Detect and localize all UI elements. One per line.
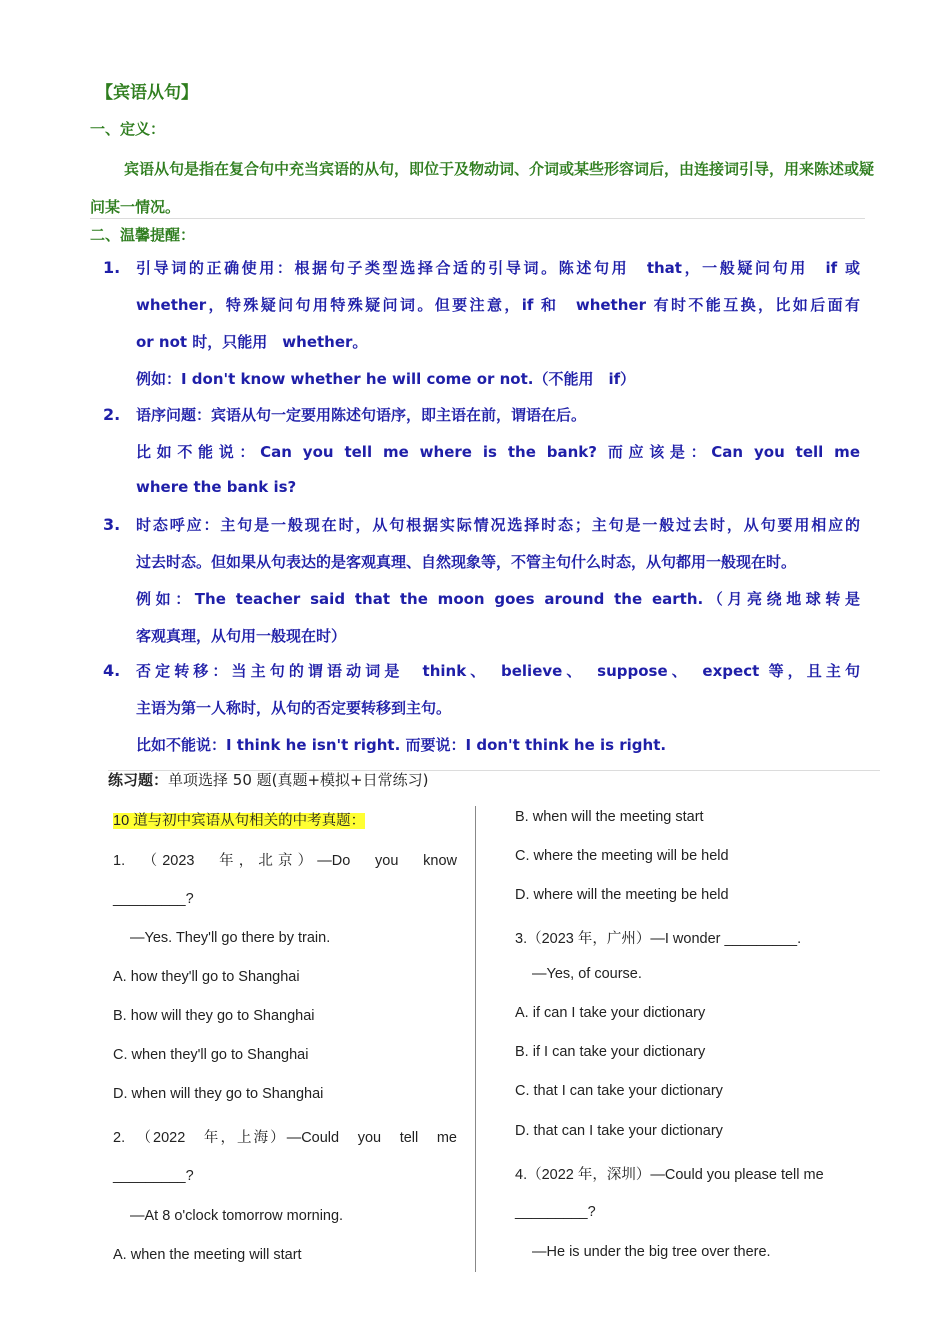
tip-line: where the bank is? <box>136 478 297 496</box>
column-divider <box>475 806 476 1272</box>
question-3-stem: 3.（2023 年，广州）—I wonder _________. <box>515 931 802 947</box>
question-1-reply: —Yes. They'll go there by train. <box>130 930 331 946</box>
tip-number: 4. <box>103 661 121 680</box>
question-2-option[interactable]: D. where will the meeting be held <box>515 887 729 903</box>
question-4-reply: —He is under the big tree over there. <box>532 1244 771 1260</box>
tip-line: 语序问题：宾语从句一定要用陈述句语序，即主语在前，谓语在后。 <box>136 406 587 424</box>
tip-line: 过去时态。但如果从句表达的是客观真理、自然现象等，不管主句什么时态，从句都用一般现在时。 <box>136 553 797 571</box>
question-3-option[interactable]: A. if can I take your dictionary <box>515 1005 706 1021</box>
tip-example: 例如：The teacher said that the moon goes around the earth.（月亮绕地球转是 <box>136 590 860 608</box>
question-3-option[interactable]: D. that can I take your dictionary <box>515 1123 723 1139</box>
question-2-option[interactable]: C. where the meeting will be held <box>515 848 729 864</box>
tip-example: 比如不能说：Can you tell me where is the bank? 而应该是：Can you tell me <box>136 443 860 461</box>
practice-header <box>108 769 428 790</box>
page-title: 【宾语从句】 <box>96 83 198 103</box>
question-3-option[interactable]: B. if I can take your dictionary <box>515 1044 706 1060</box>
question-2-reply: —At 8 o'clock tomorrow morning. <box>130 1208 344 1224</box>
practice-desc: 单项选择 50 题(真题+模拟+日常练习) <box>168 771 429 789</box>
question-1-option[interactable]: C. when they'll go to Shanghai <box>113 1047 309 1063</box>
question-1-stem: 1. （2023 年，北京）—Do you know <box>113 853 457 869</box>
tip-line: or not 时，只能用 whether。 <box>136 333 368 351</box>
question-4-blank: _________? <box>515 1204 596 1220</box>
tip-line: 时态呼应：主句是一般现在时，从句根据实际情况选择时态；主句是一般过去时，从句要用相应的 <box>136 516 860 534</box>
question-1-option[interactable]: B. how will they go to Shanghai <box>113 1008 315 1024</box>
tip-number: 2. <box>103 405 121 424</box>
tip-line: 否定转移：当主句的谓语动词是 think、 believe、 suppose、 expect 等，且主句 <box>136 662 860 680</box>
divider-line <box>108 770 880 771</box>
question-1-option[interactable]: D. when will they go to Shanghai <box>113 1086 324 1102</box>
question-1-blank: _________? <box>113 891 194 907</box>
question-2-stem: 2. （2022 年，上海）—Could you tell me <box>113 1130 457 1146</box>
tip-line: 客观真理，从句用一般现在时） <box>136 627 347 645</box>
section-definition-title: 一、定义： <box>90 120 166 138</box>
exam-questions-heading <box>113 809 365 830</box>
section-definition-body: 宾语从句是指在复合句中充当宾语的从句，即位于及物动词、介词或某些形容词后，由连接词引导，用来陈述或疑问某一情况。 <box>90 160 875 216</box>
tip-line: 引导词的正确使用：根据句子类型选择合适的引导词。陈述句用 that，一般疑问句用 if 或 <box>136 259 860 277</box>
tip-number: 1. <box>103 258 121 277</box>
question-2-option[interactable]: B. when will the meeting start <box>515 809 704 825</box>
tip-example: 例如：I don't know whether he will come or not.（不能用 if） <box>136 370 636 388</box>
question-4-stem: 4.（2022 年，深圳）—Could you please tell me <box>515 1167 824 1183</box>
tip-number: 3. <box>103 515 121 534</box>
section-tips-title: 二、温馨提醒： <box>90 226 196 244</box>
highlight-text: 10 道与初中宾语从句相关的中考真题： <box>113 813 366 829</box>
question-3-reply: —Yes, of course. <box>532 966 642 982</box>
question-3-option[interactable]: C. that I can take your dictionary <box>515 1083 723 1099</box>
practice-label: 练习题： <box>108 771 169 789</box>
tip-line: 主语为第一人称时，从句的否定要转移到主句。 <box>136 699 452 717</box>
divider-line <box>90 218 865 219</box>
question-1-option[interactable]: A. how they'll go to Shanghai <box>113 969 300 985</box>
tip-example: 比如不能说：I think he isn't right. 而要说：I don't think he is right. <box>136 736 667 754</box>
question-2-blank: _________? <box>113 1168 194 1184</box>
tip-line: whether，特殊疑问句用特殊疑问词。但要注意，if 和 whether 有时不能互换，比如后面有 <box>136 296 860 314</box>
question-2-option[interactable]: A. when the meeting will start <box>113 1247 302 1263</box>
